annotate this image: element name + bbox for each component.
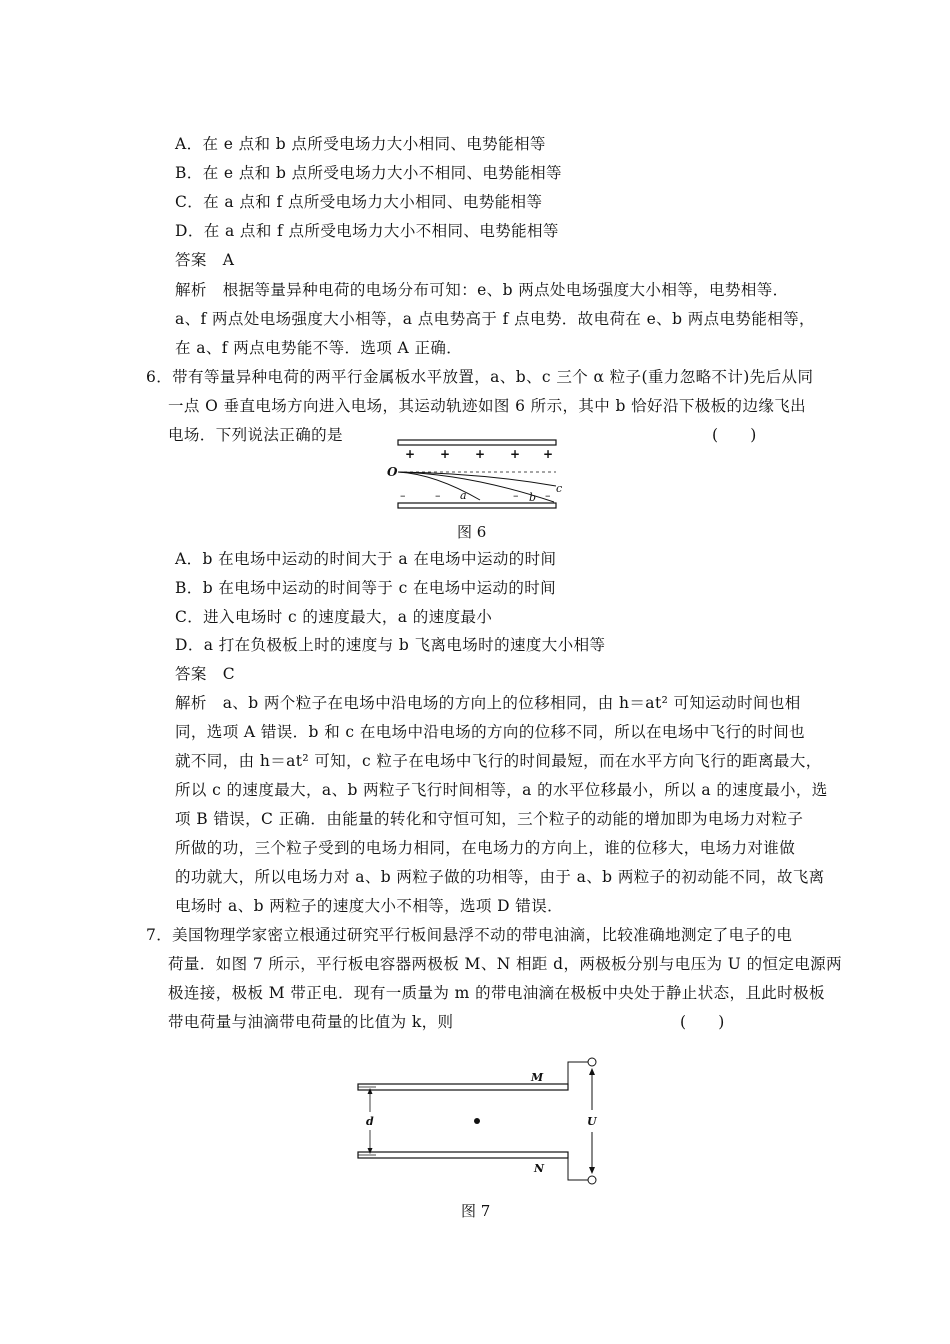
oil-drop xyxy=(474,1118,480,1124)
figure-7-caption: 图 7 xyxy=(461,1202,491,1220)
label-M: M xyxy=(531,1071,544,1084)
q6-option-a: A．b 在电场中运动的时间大于 a 在电场中运动的时间 xyxy=(175,550,557,568)
q6-analysis-line-7: 的功就大，所以电场力对 a、b 两粒子做的功相等，由于 a、b 两粒子的初动能不同，故飞离 xyxy=(175,868,825,886)
q5-option-c: C．在 a 点和 f 点所受电场力大小相同、电势能相等 xyxy=(175,193,543,211)
q6-analysis-line-4: 所以 c 的速度最大，a、b 两粒子飞行时间相等，a 的水平位移最小，所以 a 的速度最小，选 xyxy=(175,781,828,799)
q6-stem-line-3: 电场．下列说法正确的是 xyxy=(168,426,343,444)
plus-sign: + xyxy=(439,447,451,461)
q6-answer: 答案 C xyxy=(175,665,235,683)
q7-stem-line-4: 带电荷量与油滴带电荷量的比值为 k，则 xyxy=(168,1013,454,1031)
plate-M xyxy=(358,1084,568,1090)
figure-7 xyxy=(350,1052,610,1194)
arrow-head-down xyxy=(589,1167,595,1174)
plate-N xyxy=(358,1152,568,1158)
q6-option-c: C．进入电场时 c 的速度最大，a 的速度最小 xyxy=(175,608,493,626)
q6-stem-line-1: 6．带有等量异种电荷的两平行金属板水平放置，a、b、c 三个 α 粒子(重力忽略不计)先后从同 xyxy=(146,368,814,386)
minus-sign: – xyxy=(545,489,551,502)
plus-sign: + xyxy=(542,447,554,461)
origin-label: O xyxy=(387,465,398,479)
trajectory-c xyxy=(398,472,556,486)
plus-sign: + xyxy=(474,447,486,461)
q6-option-d: D．a 打在负极板上时的速度与 b 飞离电场时的速度大小相等 xyxy=(175,636,606,654)
plus-sign: + xyxy=(509,447,521,461)
q7-stem-line-3: 极连接，极板 M 带正电．现有一质量为 m 的带电油滴在极板中央处于静止状态，且此时极板 xyxy=(168,984,825,1002)
q7-stem-line-1: 7．美国物理学家密立根通过研究平行板间悬浮不动的带电油滴，比较准确地测定了电子的电 xyxy=(146,926,793,944)
q5-option-a: A．在 e 点和 b 点所受电场力大小相同、电势能相等 xyxy=(175,135,546,153)
figure-6-caption: 图 6 xyxy=(457,523,487,541)
q6-analysis-line-5: 项 B 错误，C 正确．由能量的转化和守恒可知，三个粒子的动能的增加即为电场力对粒子 xyxy=(175,810,804,828)
q6-analysis-line-8: 电场时 a、b 两粒子的速度大小不相等，选项 D 错误． xyxy=(175,897,563,915)
q6-option-b: B．b 在电场中运动的时间等于 c 在电场中运动的时间 xyxy=(175,579,557,597)
minus-sign: – xyxy=(400,489,406,502)
label-c: c xyxy=(556,482,563,495)
label-d: d xyxy=(366,1115,374,1128)
q6-analysis-line-2: 同，选项 A 错误．b 和 c 在电场中沿电场的方向的位移不同，所以在电场中飞行的时间也 xyxy=(175,723,806,741)
minus-sign: – xyxy=(513,489,519,502)
q5-answer: 答案 A xyxy=(175,251,235,269)
dim-arrow-up xyxy=(368,1088,373,1094)
q7-answer-blank: ( ) xyxy=(680,1013,725,1031)
label-U: U xyxy=(587,1115,597,1128)
dim-arrow-down xyxy=(368,1148,373,1154)
minus-sign: – xyxy=(435,489,441,502)
terminal-bottom xyxy=(588,1176,596,1184)
plus-sign: + xyxy=(404,447,416,461)
q5-analysis-line-3: 在 a、f 两点电势能不等．选项 A 正确． xyxy=(175,339,463,357)
q5-option-b: B．在 e 点和 b 点所受电场力大小不相同、电势能相等 xyxy=(175,164,562,182)
q7-stem-line-2: 荷量．如图 7 所示，平行板电容器两极板 M、N 相距 d，两极板分别与电压为 U 的恒定电源两 xyxy=(168,955,842,973)
label-N: N xyxy=(534,1162,545,1175)
q5-option-d: D．在 a 点和 f 点所受电场力大小不相同、电势能相等 xyxy=(175,222,559,240)
q6-analysis-line-3: 就不同，由 h＝at² 可知，c 粒子在电场中飞行的时间最短，而在水平方向飞行的距离最大， xyxy=(175,752,822,770)
q6-analysis-line-6: 所做的功，三个粒子受到的电场力相同，在电场力的方向上，谁的位移大，电场力对谁做 xyxy=(175,839,796,857)
arrow-head-up xyxy=(589,1068,595,1075)
q5-analysis-line-2: a、f 两点处电场强度大小相等，a 点电势高于 f 点电势．故电荷在 e、b 两点电势能相等， xyxy=(175,310,815,328)
figure-6 xyxy=(380,436,570,514)
wire-bottom xyxy=(568,1155,588,1180)
q6-analysis-line-1: 解析 a、b 两个粒子在电场中沿电场的方向上的位移相同，由 h＝at² 可知运动时间也相 xyxy=(175,694,801,712)
terminal-top xyxy=(588,1058,596,1066)
label-b: b xyxy=(529,491,537,504)
wire-top xyxy=(568,1062,588,1087)
upper-plate xyxy=(398,440,556,445)
q6-stem-line-2: 一点 O 垂直电场方向进入电场，其运动轨迹如图 6 所示，其中 b 恰好沿下极板的边缘飞出 xyxy=(168,397,807,415)
q5-analysis-line-1: 解析 根据等量异种电荷的电场分布可知：e、b 两点处电场强度大小相等，电势相等． xyxy=(175,281,789,299)
label-a: a xyxy=(460,489,467,502)
q6-answer-blank: ( ) xyxy=(712,426,757,444)
